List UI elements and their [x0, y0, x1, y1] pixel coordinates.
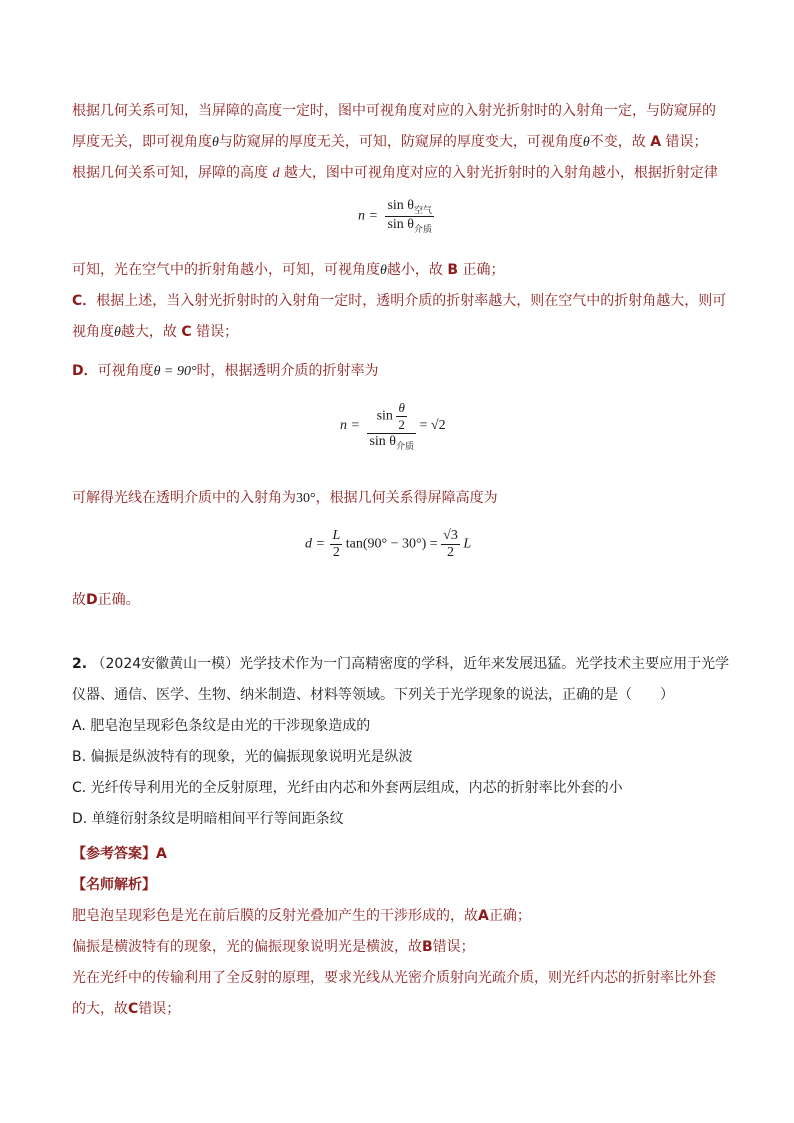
question-2-stem-line-1: 2. （2024安徽黄山一模）光学技术作为一门高精密度的学科，近年来发展迅猛。光学技术主要应用于光学: [72, 656, 730, 672]
option-b: B. 偏振是纵波特有的现象，光的偏振现象说明光是纵波: [72, 749, 413, 765]
expert-analysis-heading: 【名师解析】: [72, 877, 156, 893]
formula-refraction-law: n = $\frac{\sin \theta_{空气}}{\sin \theta_{介质}}$: [358, 198, 433, 235]
reference-answer: 【参考答案】A: [72, 846, 167, 862]
explanation-line-3: 光在光纤中的传输利用了全反射的原理，要求光线从光密介质射向光疏介质，则光纤内芯的折射率比外套: [72, 970, 716, 986]
analysis-conclusion: 故D正确。: [72, 592, 140, 608]
option-c: C. 光纤传导利用光的全反射原理，光纤由内芯和外套两层组成，内芯的折射率比外套的小: [72, 780, 623, 796]
option-d-analysis-line-1: D．可视角度θ = 90°时，根据透明介质的折射率为: [72, 363, 379, 379]
analysis-line-3: 根据几何关系可知，屏障的高度 d 越大，图中可视角度对应的入射光折射时的入射角越小，根据折射定律: [72, 165, 718, 181]
question-2-stem-line-2: 仪器、通信、医学、生物、纳米制造、材料等领域。下列关于光学现象的说法，正确的是（ ）: [72, 687, 674, 703]
explanation-line-4: 的大，故C错误；: [72, 1001, 181, 1017]
analysis-incidence-angle: 可解得光线在透明介质中的入射角为30°，根据几何关系得屏障高度为: [72, 490, 498, 506]
analysis-line-1: 根据几何关系可知，当屏障的高度一定时，图中可视角度对应的入射光折射时的入射角一定，与防窥屏的: [72, 103, 716, 119]
option-d: D. 单缝衍射条纹是明暗相间平行等间距条纹: [72, 811, 344, 827]
option-a: A. 肥皂泡呈现彩色条纹是由光的干涉现象造成的: [72, 718, 371, 734]
option-c-analysis-line-2: 视角度θ越大，故 C 错误；: [72, 324, 239, 340]
formula-barrier-height: d = $\frac{L}{2}$ tan(90° − 30°) = $\frac{√3}{2}$ L: [305, 528, 472, 560]
explanation-line-2: 偏振是横波特有的现象，光的偏振现象说明光是横波，故B错误；: [72, 939, 475, 955]
explanation-line-1: 肥皂泡呈现彩色是光在前后膜的反射光叠加产生的干涉形成的，故A正确；: [72, 908, 531, 924]
formula-refractive-index: n = sin $\frac{\theta}{2}$ $\sin \theta_{介质}$ = √2: [340, 400, 446, 452]
analysis-line-2: 厚度无关，即可视角度θ与防窥屏的厚度无关，可知，防窥屏的厚度变大，可视角度θ不变，故 A 错误；: [72, 134, 708, 150]
option-c-analysis-line-1: C．根据上述，当入射光折射时的入射角一定时，透明介质的折射率越大，则在空气中的折射角越大，则可: [72, 293, 727, 309]
analysis-line-4: 可知，光在空气中的折射角越小，可知，可视角度θ越小，故 B 正确；: [72, 262, 505, 278]
